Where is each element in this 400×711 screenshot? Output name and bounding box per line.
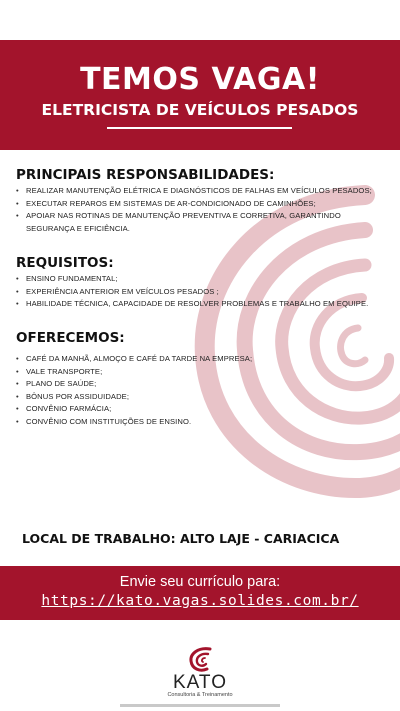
requirements-heading: REQUISITOS: bbox=[16, 255, 114, 271]
list-item: • REALIZAR MANUTENÇÃO ELÉTRICA E DIAGNÓSTICOS DE FALHAS EM VEÍCULOS PESADOS; bbox=[16, 185, 386, 198]
list-item: • ENSINO FUNDAMENTAL; bbox=[16, 273, 386, 286]
logo-tagline: Consultoria & Treinamento bbox=[167, 692, 233, 698]
list-item: • PLANO DE SAÚDE; bbox=[16, 378, 386, 391]
offers-list bbox=[16, 353, 386, 428]
bottom-divider bbox=[120, 704, 280, 707]
responsibilities-list bbox=[16, 185, 386, 235]
list-item: • APOIAR NAS ROTINAS DE MANUTENÇÃO PREVENTIVA E CORRETIVA, GARANTINDO SEGURANÇA E EFICIÊNCIA. bbox=[16, 210, 386, 235]
list-item: • CONVÊNIO COM INSTITUIÇÕES DE ENSINO. bbox=[16, 416, 386, 429]
list-item: • CONVÊNIO FARMÁCIA; bbox=[16, 403, 386, 416]
title-divider bbox=[107, 127, 292, 129]
page-title: TEMOS VAGA! bbox=[80, 62, 320, 97]
list-item: • CAFÉ DA MANHÃ, ALMOÇO E CAFÉ DA TARDE NA EMPRESA; bbox=[16, 353, 386, 366]
list-item: • VALE TRANSPORTE; bbox=[16, 366, 386, 379]
list-item: • EXPERIÊNCIA ANTERIOR EM VEÍCULOS PESADOS ; bbox=[16, 286, 386, 299]
job-title: ELETRICISTA DE VEÍCULOS PESADOS bbox=[41, 101, 359, 119]
list-item: • EXECUTAR REPAROS EM SISTEMAS DE AR-CONDICIONADO DE CAMINHÕES; bbox=[16, 198, 386, 211]
work-location: LOCAL DE TRABALHO: ALTO LAJE - CARIACICA bbox=[22, 531, 340, 546]
application-link[interactable]: https://kato.vagas.solides.com.br/ bbox=[41, 593, 359, 609]
logo-wordmark: KATO bbox=[173, 672, 227, 693]
list-item: • HABILIDADE TÉCNICA, CAPACIDADE DE RESOLVER PROBLEMAS E TRABALHO EM EQUIPE. bbox=[16, 298, 386, 311]
requirements-list bbox=[16, 273, 386, 311]
list-item: • BÔNUS POR ASSIDUIDADE; bbox=[16, 391, 386, 404]
offers-heading: OFERECEMOS: bbox=[16, 330, 125, 346]
kato-logo-icon bbox=[186, 644, 216, 674]
responsibilities-heading: PRINCIPAIS RESPONSABILIDADES: bbox=[16, 167, 275, 183]
cta-text: Envie seu currículo para: bbox=[119, 574, 281, 590]
